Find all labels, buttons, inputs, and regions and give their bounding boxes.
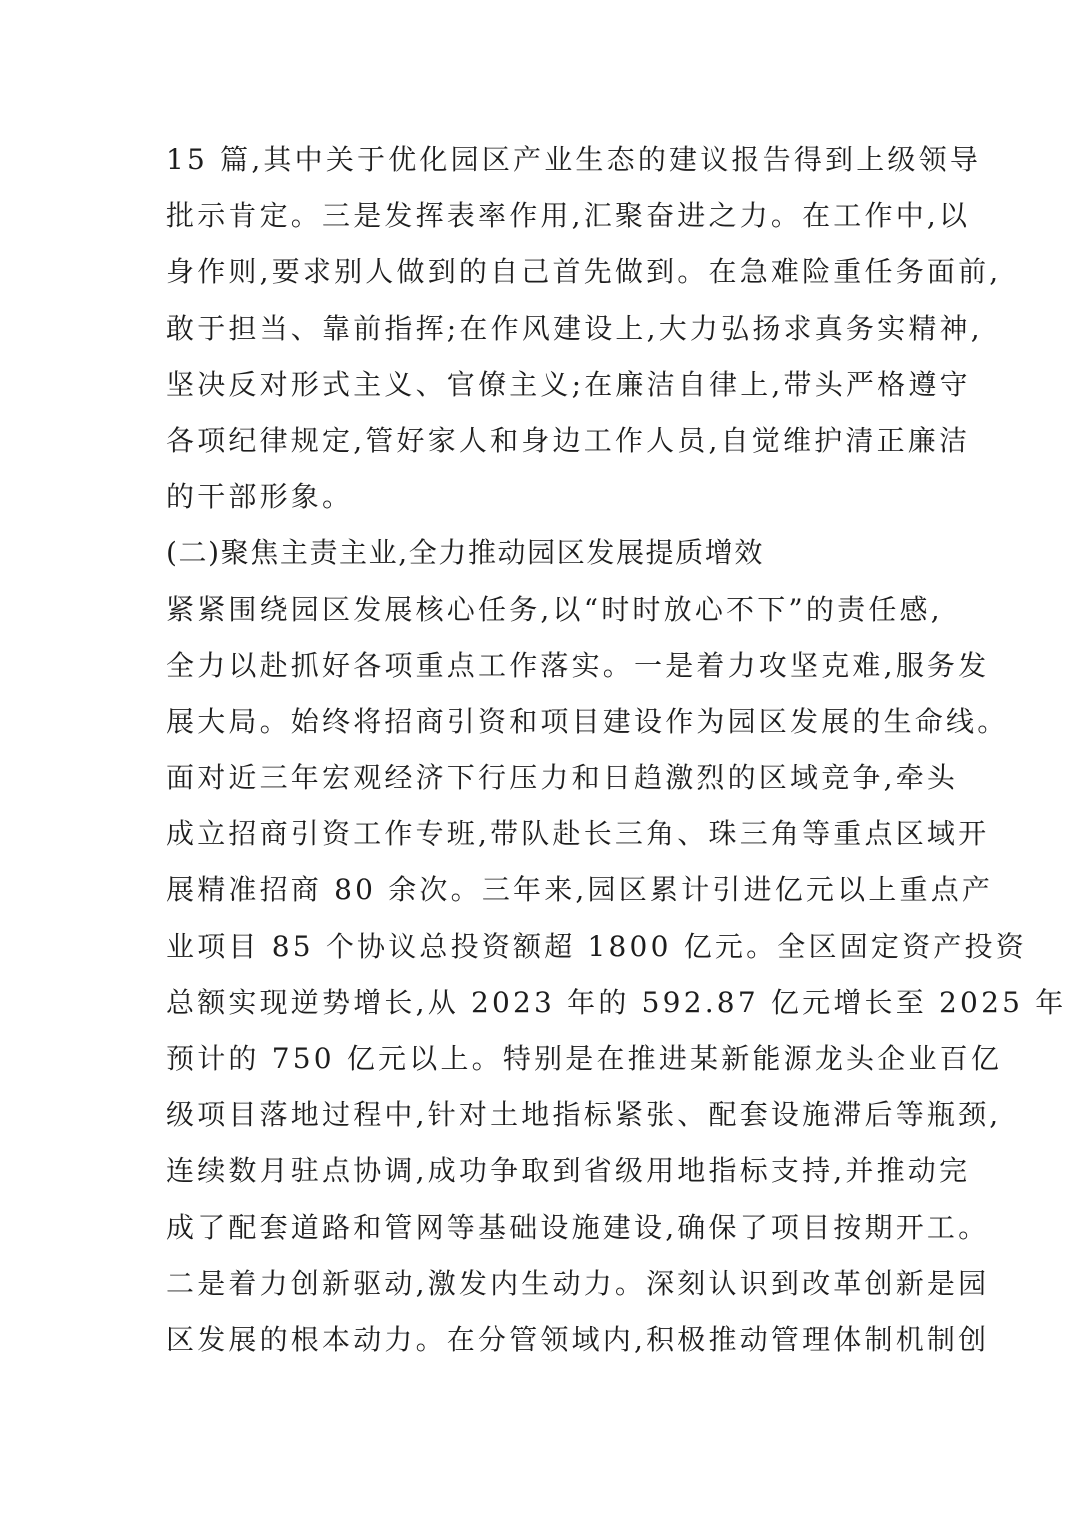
- text-line: 紧紧围绕园区发展核心任务,以“时时放心不下”的责任感,: [166, 592, 943, 626]
- text-line: 各项纪律规定,管好家人和身边工作人员,自觉维护清正廉洁: [166, 423, 971, 457]
- text-line: 区发展的根本动力。在分管领域内,积极推动管理体制机制创: [166, 1322, 990, 1356]
- text-line: 15 篇,其中关于优化园区产业生态的建议报告得到上级领导: [166, 143, 982, 176]
- text-line: 成了配套道路和管网等基础设施建设,确保了项目按期开工。: [166, 1210, 990, 1244]
- text-line: 二是着力创新驱动,激发内生动力。深刻认识到改革创新是园: [166, 1266, 990, 1300]
- text-line: 坚决反对形式主义、官僚主义;在廉洁自律上,带头严格遵守: [166, 367, 971, 401]
- text-line: 全力以赴抓好各项重点工作落实。一是着力攻坚克难,服务发: [166, 648, 990, 682]
- text-line: 预计的 750 亿元以上。特别是在推进某新能源龙头企业百亿: [166, 1042, 1003, 1075]
- text-line: 展大局。始终将招商引资和项目建设作为园区发展的生命线。: [166, 704, 1009, 738]
- text-line: 的干部形象。: [166, 480, 354, 514]
- text-line: 身作则,要求别人做到的自己首先做到。在急难险重任务面前,: [166, 255, 1002, 289]
- text-line: 业项目 85 个协议总投资额超 1800 亿元。全区固定资产投资: [166, 929, 1027, 963]
- text-line: 成立招商引资工作专班,带队赴长三角、珠三角等重点区域开: [166, 817, 990, 851]
- text-line: 批示肯定。三是发挥表率作用,汇聚奋进之力。在工作中,以: [166, 199, 971, 233]
- text-line: 面对近三年宏观经济下行压力和日趋激烈的区域竞争,牵头: [166, 761, 959, 795]
- text-line: 展精准招商 80 余次。三年来,园区累计引进亿元以上重点产: [166, 873, 994, 907]
- text-line: 敢于担当、靠前指挥;在作风建设上,大力弘扬求真务实精神,: [166, 311, 983, 345]
- text-line: 总额实现逆势增长,从 2023 年的 592.87 亿元增长至 2025 年: [166, 985, 1067, 1019]
- text-line: 级项目落地过程中,针对土地指标紧张、配套设施滞后等瓶颈,: [166, 1098, 1002, 1132]
- text-line: 连续数月驻点协调,成功争取到省级用地指标支持,并推动完: [166, 1154, 971, 1188]
- body-text: [166, 132, 1067, 1368]
- section-heading: (二)聚焦主责主业,全力推动园区发展提质增效: [166, 536, 764, 570]
